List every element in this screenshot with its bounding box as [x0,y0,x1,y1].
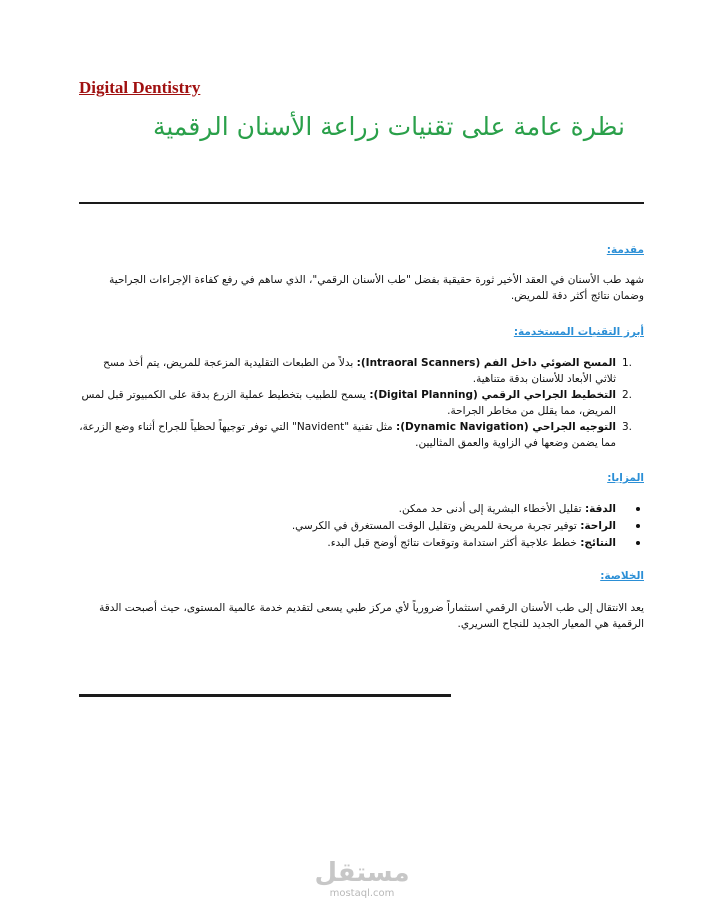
brand-title: Digital Dentistry [79,78,201,97]
item-description: توفير تجربة مريحة للمريض وتقليل الوقت المستغرق في الكرسي. [291,520,581,532]
item-number: 2. [622,389,633,401]
item-number: 1. [622,357,633,369]
item-term: التخطيط الجراحي الرقمي (Digital Planning): [369,389,616,401]
item-term: الراحة: [580,520,616,532]
bullet-icon [636,541,640,545]
item-description: مثل تقنية "Navident" التي توفر توجيهاً لحظياً للجراح أثناء وضع الزرعة، مما يضمن وضعها في الزاوية والعمق المثاليين. [79,421,616,449]
list-item [79,419,644,451]
conclusion-paragraph: يعد الانتقال إلى طب الأسنان الرقمي استثماراً ضرورياً لأي مركز طبي يسعى لتقديم خدمة عالمية المستوى، حيث أصبحت الدقة الرقمية هي المعيار الجديد للنجاح السريري. [99,602,644,630]
mostaql-watermark [312,858,412,900]
top-divider [79,202,644,204]
item-description: تقليل الأخطاء البشرية إلى أدنى حد ممكن. [398,503,585,515]
page-title: نظرة عامة على تقنيات زراعة الأسنان الرقمية [152,112,625,141]
item-description: خطط علاجية أكثر استدامة وتوقعات نتائج أوضح قبل البدء. [327,537,581,549]
item-description: بدلاً من الطبعات التقليدية المزعجة للمريض، يتم أخذ مسح ثلاثي الأبعاد للأسنان بدقة متناهية. [103,357,616,385]
item-term: المسح الضوئي داخل الفم (Intraoral Scanners): [356,357,616,369]
watermark-url: mostaql.com [329,888,395,899]
intro-heading: مقدمة: [606,244,644,256]
list-item [79,387,644,419]
list-item [79,355,644,387]
watermark-logo-text: مستقل [314,858,410,888]
bullet-icon [636,524,640,528]
list-item [79,535,644,551]
technologies-heading: أبرز التقنيات المستخدمة: [513,326,644,338]
conclusion-heading: الخلاصة: [600,570,644,582]
advantages-heading: المزايا: [607,472,644,484]
item-term: النتائج: [580,537,616,549]
technologies-list [79,355,644,451]
list-item [79,518,644,534]
bottom-divider [79,694,451,697]
item-term: الدقة: [584,503,616,515]
list-item [79,501,644,517]
intro-paragraph: شهد طب الأسنان في العقد الأخير ثورة حقيقية بفضل "طب الأسنان الرقمي"، الذي ساهم في رفع كفاءة الإجراءات الجراحية وضمان نتائج أكثر دقة للمريض. [109,274,644,302]
item-description: يسمح للطبيب بتخطيط عملية الزرع بدقة على الكمبيوتر قبل لمس المريض، مما يقلل من مخاطر الجراحة. [81,389,616,417]
item-term: التوجيه الجراحي (Dynamic Navigation): [396,421,616,433]
bullet-icon [636,507,640,511]
item-number: 3. [622,421,633,433]
advantages-list [79,501,644,552]
